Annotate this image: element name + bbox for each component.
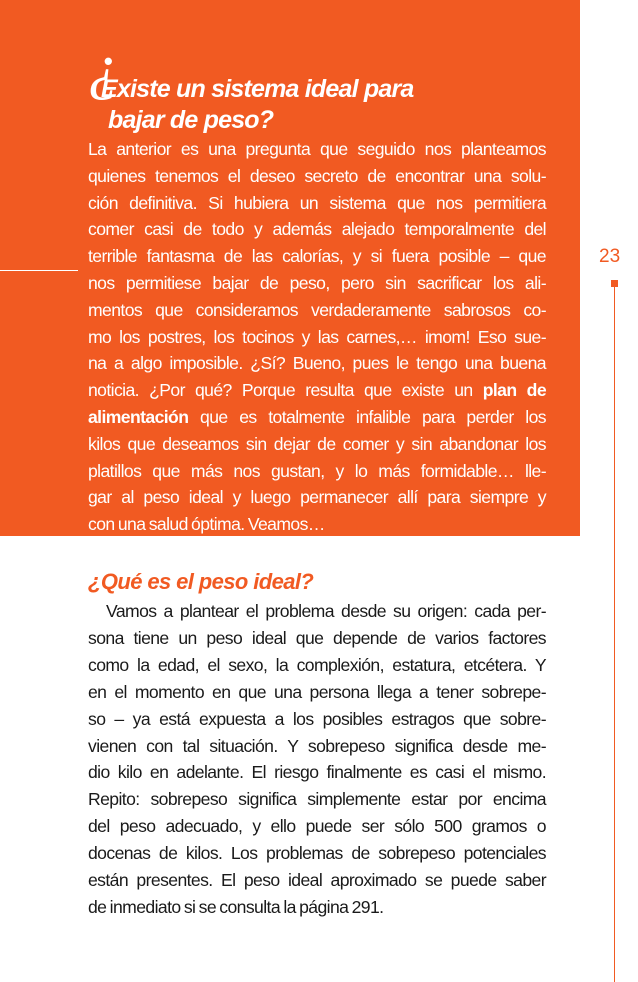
intro-line: nos permitiese bajar de peso, pero sin sacrificar los ali- bbox=[88, 272, 546, 293]
page-number: 23 bbox=[599, 246, 621, 267]
intro-line: terrible fantasma de las calorías, y si fuera posible – que bbox=[88, 246, 546, 267]
intro-text: que es totalmente infalible para perder los bbox=[200, 406, 546, 427]
body-line: como la edad, el sexo, la complexión, estatura, etcétera. Y bbox=[88, 654, 546, 675]
intro-line: mo los postres, los tocinos y las carnes,… imom! Eso sue- bbox=[88, 326, 546, 347]
title-line-1: Existe un sistema ideal para bbox=[101, 75, 414, 103]
intro-line: na a algo imposible. ¿Sí? Bueno, pues le tengo una buena bbox=[88, 353, 546, 374]
intro-line: quienes tenemos el deseo secreto de encontrar una solu- bbox=[88, 165, 546, 186]
body-line: Vamos a plantear el problema desde su origen: cada per- bbox=[106, 601, 546, 621]
intro-line: con una salud óptima. Veamos… bbox=[88, 514, 325, 535]
intro-paragraph bbox=[88, 136, 546, 538]
body-line: dio kilo en adelante. El riesgo finalmente es casi el mismo. bbox=[88, 762, 546, 783]
body-line: sona tiene un peso ideal que depende de varios factores bbox=[88, 627, 546, 648]
inverted-question-mark: ¿ bbox=[88, 33, 119, 101]
body-line: vienen con tal situación. Y sobrepeso significa desde me- bbox=[88, 735, 546, 756]
body-line: del peso adecuado, y ello puede ser sólo 500 gramos o bbox=[88, 816, 546, 837]
page-title bbox=[101, 74, 413, 136]
body-line: en el momento en que una persona llega a tener sobrepe- bbox=[88, 681, 546, 702]
title-line-2: bajar de peso? bbox=[108, 106, 274, 134]
bold-term: plan de bbox=[482, 380, 547, 401]
left-rule bbox=[0, 270, 78, 271]
intro-line: gar al peso ideal y luego permanecer allí para siempre y bbox=[88, 487, 546, 508]
intro-line: mentos que consideramos verdaderamente sabrosos co- bbox=[88, 299, 546, 320]
intro-line: comer casi de todo y además alejado temporalmente del bbox=[88, 219, 546, 240]
section-heading: ¿Qué es el peso ideal? bbox=[88, 569, 314, 594]
bold-term: alimentación bbox=[88, 406, 189, 427]
body-line: so – ya está expuesta a los posibles estragos que sobre- bbox=[88, 708, 546, 729]
body-line: están presentes. El peso ideal aproximado se puede saber bbox=[88, 870, 546, 891]
section-paragraph bbox=[88, 598, 546, 921]
intro-text: noticia. ¿Por qué? Porque resulta que existe un bbox=[88, 380, 473, 401]
body-line: Repito: sobrepeso significa simplemente estar por encima bbox=[88, 789, 546, 810]
intro-line: ción definitiva. Si hubiera un sistema que nos permitiera bbox=[88, 192, 546, 213]
intro-line bbox=[88, 377, 546, 404]
intro-line: platillos que más nos gustan, y lo más formidable… lle- bbox=[88, 460, 546, 481]
intro-line bbox=[88, 404, 546, 431]
body-line: docenas de kilos. Los problemas de sobrepeso potenciales bbox=[88, 843, 546, 864]
page-number-rule bbox=[614, 282, 615, 982]
intro-line: La anterior es una pregunta que seguido nos planteamos bbox=[88, 139, 546, 159]
intro-line: kilos que deseamos sin dejar de comer y sin abandonar los bbox=[88, 433, 546, 454]
body-line: de inmediato si se consulta la página 291. bbox=[88, 896, 384, 917]
